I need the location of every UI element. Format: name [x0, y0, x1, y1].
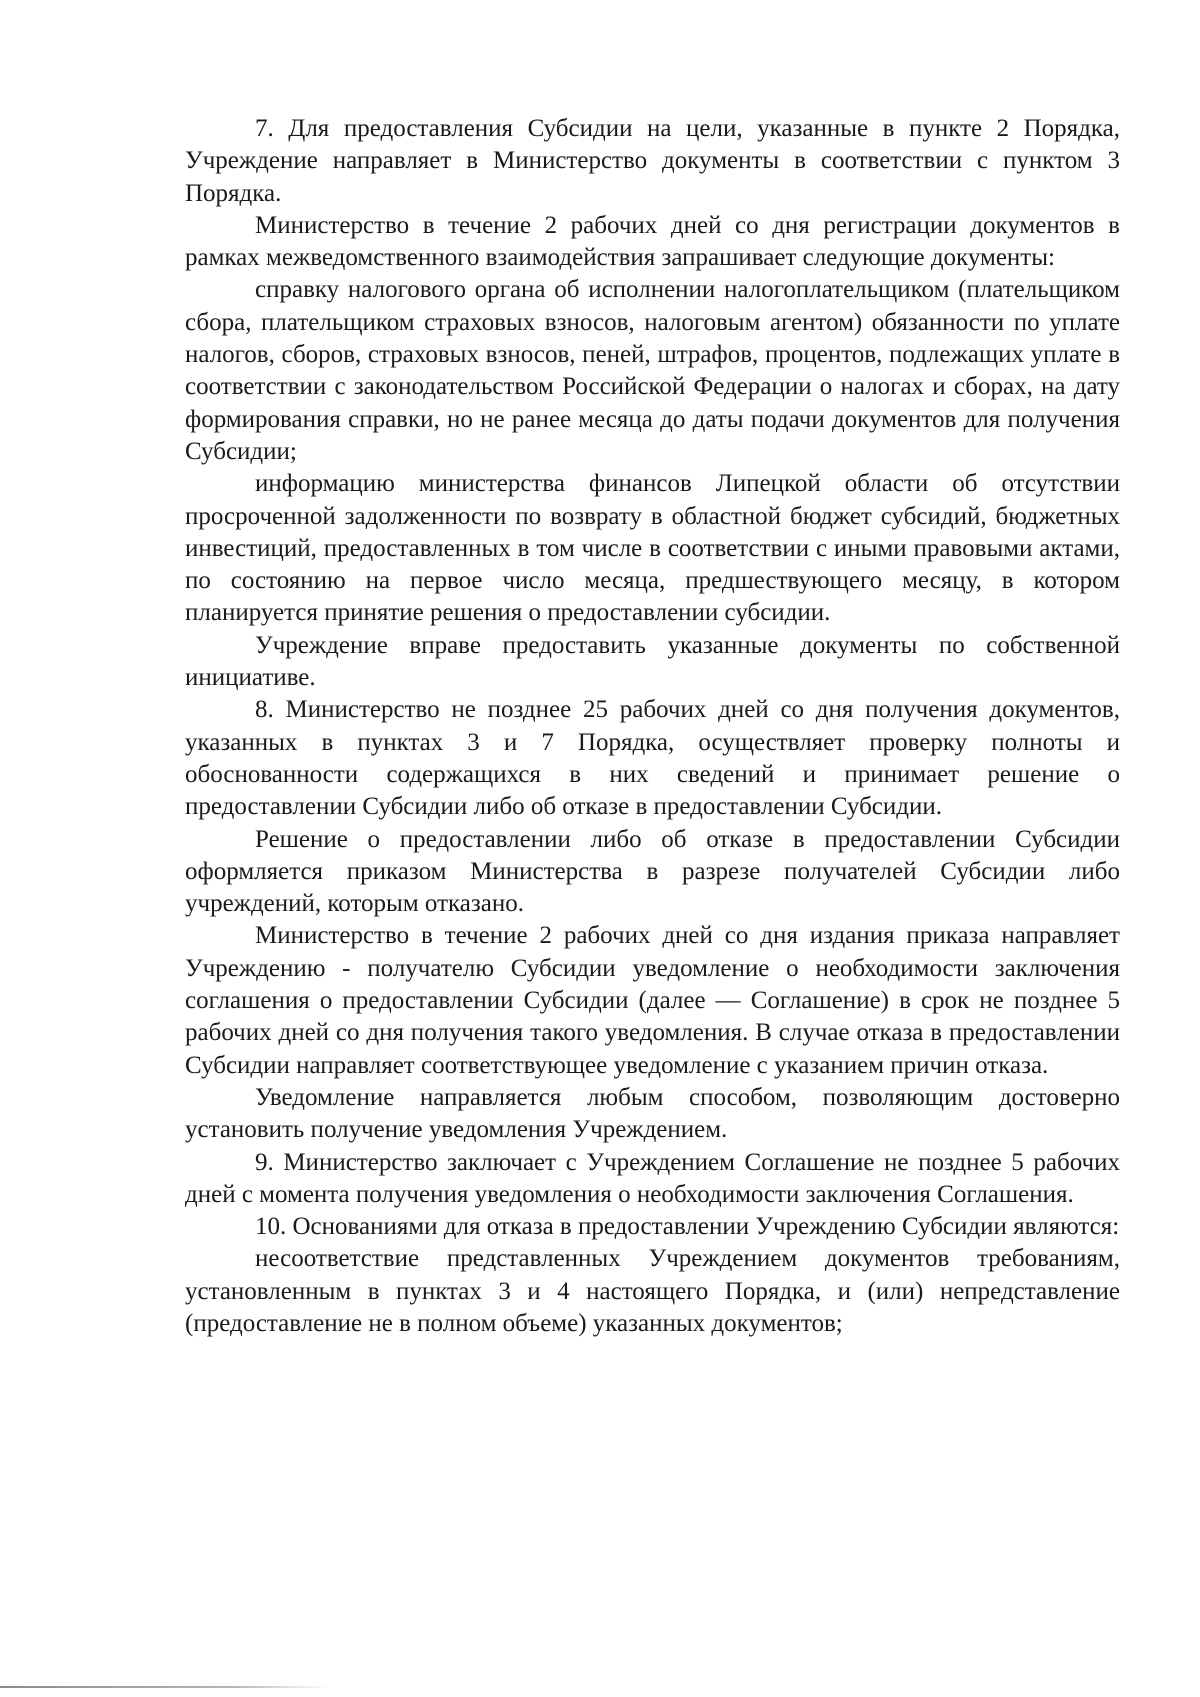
paragraph-10-grounds: 10. Основаниями для отказа в предоставлении Учреждению Субсидии являются:: [255, 1213, 1120, 1241]
paragraph-notification: Министерство в течение 2 рабочих дней со дня издания приказа направляет Учреждению - получателю Субсидии уведомление о необходимости заключения соглашения о предоставлении Субсидии (далее — Соглашение) в срок не позднее 5 рабочих дней со дня получения такого уведомления. В случае отказа в предоставлении Субсидии направляет соответствующее уведомление с указанием причин отказа.: [185, 922, 1120, 1079]
paragraph-7-intro: 7. Для предоставления Субсидии на цели, указанные в пункте 2 Порядка, Учреждение направляет в Министерство документы в соответствии с пунктом 3 Порядка.: [185, 115, 1120, 207]
paragraph-noncompliance: несоответствие представленных Учреждением документов требованиям, установленным в пунктах 3 и 4 настоящего Порядка, и (или) непредставление (предоставление не в полном объеме) указанных документов;: [185, 1245, 1120, 1337]
paragraph-own-initiative: Учреждение вправе предоставить указанные документы по собственной инициативе.: [185, 631, 1120, 692]
paragraph-tax-certificate: справку налогового органа об исполнении налогоплательщиком (плательщиком сбора, плательщиком страховых взносов, налоговым агентом) обязанности по уплате налогов, сборов, страховых взносов, пеней, штрафов, процентов, подлежащих уплате в соответствии с законодательством Российской Федерации о налогах и сборах, на дату формирования справки, но не ранее месяца до даты подачи документов для получения Субсидии;: [185, 276, 1120, 465]
paragraph-ministry-request: Министерство в течение 2 рабочих дней со дня регистрации документов в рамках межведомственного взаимодействия запрашивает следующие документы:: [185, 211, 1120, 272]
paragraph-notification-method: Уведомление направляется любым способом, позволяющим достоверно установить получение уведомления Учреждением.: [185, 1083, 1120, 1144]
scan-edge-line: [0, 1686, 330, 1688]
paragraph-9-agreement: 9. Министерство заключает с Учреждением Соглашение не позднее 5 рабочих дней с момента получения уведомления о необходимости заключения Соглашения.: [185, 1148, 1120, 1208]
paragraph-decision-order: Решение о предоставлении либо об отказе в предоставлении Субсидии оформляется приказом Министерства в разрезе получателей Субсидии либо учреждений, которым отказано.: [185, 825, 1120, 918]
document-body: [185, 113, 1120, 1340]
paragraph-finance-info: информацию министерства финансов Липецкой области об отсутствии просроченной задолженности по возврату в областной бюджет субсидий, бюджетных инвестиций, предоставленных в том числе в соответствии с иными правовыми актами, по состоянию на первое число месяца, предшествующего месяцу, в котором планируется принятие решения о предоставлении субсидии.: [185, 470, 1120, 627]
paragraph-8-review: 8. Министерство не позднее 25 рабочих дней со дня получения документов, указанных в пунктах 3 и 7 Порядка, осуществляет проверку полноты и обоснованности содержащихся в них сведений и принимает решение о предоставлении Субсидии либо об отказе в предоставлении Субсидии.: [185, 696, 1120, 821]
